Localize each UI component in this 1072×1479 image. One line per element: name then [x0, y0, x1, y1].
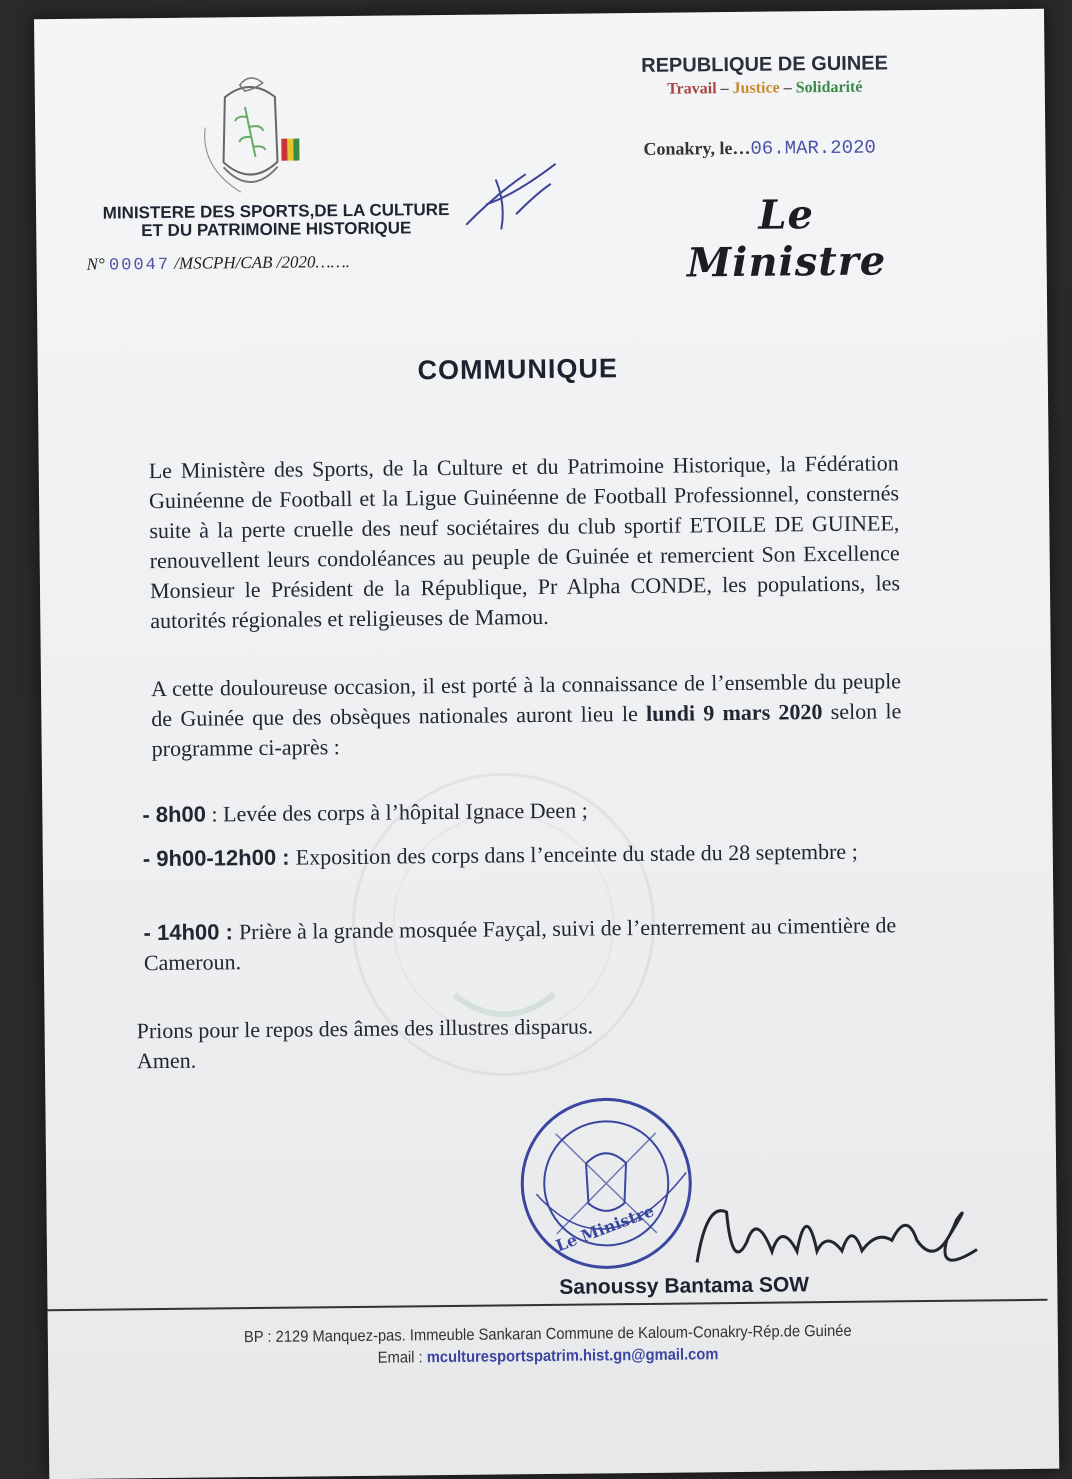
announcement-text-after: selon le programme ci-après : — [151, 698, 902, 762]
coat-of-arms-icon — [185, 66, 316, 207]
program-time: - 14h00 — [143, 919, 220, 946]
closing-text — [136, 1008, 897, 1076]
national-motto — [615, 78, 915, 99]
program-item — [142, 792, 912, 830]
footer-divider — [48, 1299, 1048, 1311]
program-item — [143, 910, 914, 978]
program-text: Exposition des corps dans l’enceinte du stade du 28 septembre ; — [295, 838, 858, 870]
footer-email-label: Email : — [377, 1349, 427, 1367]
announcement-text-before: A cette douloureuse occasion, il est porté à la connaissance de l’ensemble du peuple de Guinée que des obsèques nationales auront lieu le — [150, 668, 902, 732]
program-sep: : — [205, 801, 224, 827]
svg-text:Le Ministre: Le Ministre — [553, 1201, 657, 1256]
announcement-date: lundi 9 mars 2020 — [645, 699, 823, 726]
minister-title: Le Ministre — [686, 191, 887, 287]
program-text: Levée des corps à l’hôpital Ignace Deen ; — [222, 797, 588, 827]
page-title: COMMUNIQUE — [417, 353, 619, 386]
footer-email[interactable]: mculturesportspatrim.hist.gn@gmail.com — [426, 1346, 719, 1367]
program-time: - 8h00 — [142, 801, 207, 828]
footer — [143, 1320, 953, 1372]
closing-line-1: Prions pour le repos des âmes des illustres disparus. — [136, 1013, 594, 1044]
motto-separator: – — [779, 79, 796, 97]
handwritten-initials-icon — [455, 154, 566, 245]
ministry-line-2: ET DU PATRIMOINE HISTORIQUE — [141, 218, 412, 241]
paragraph-announcement — [151, 666, 902, 764]
ministry-line-1: MINISTERE DES SPORTS,DE LA CULTURE — [102, 199, 450, 223]
program-sep: : — [275, 844, 296, 870]
reference-number — [86, 252, 350, 276]
motto-justice: Justice — [732, 79, 780, 97]
document-date — [643, 136, 876, 160]
program-text: Prière à la grande mosquée Fayçal, suivi de l’enterrement au cimentière de Cameroun. — [143, 912, 897, 976]
document-page — [34, 9, 1059, 1479]
ref-number: 00047 — [108, 255, 171, 276]
date-prefix: Conakry, le… — [643, 137, 751, 159]
program-time: - 9h00-12h00 — [142, 844, 277, 872]
program-item — [143, 836, 913, 874]
motto-separator: – — [716, 79, 733, 98]
republic-name: REPUBLIQUE DE GUINEE — [641, 52, 888, 77]
signer-name: Sanoussy Bantama SOW — [559, 1273, 810, 1299]
date-value: 06.MAR.2020 — [750, 136, 876, 160]
motto-solidarite: Solidarité — [795, 78, 863, 97]
ministry-name — [86, 201, 466, 241]
program-sep: : — [219, 919, 240, 945]
closing-line-2: Amen. — [136, 1047, 197, 1074]
official-stamp-icon — [515, 1092, 697, 1274]
ref-suffix: /MSCPH/CAB /2020……. — [174, 251, 351, 273]
paragraph-intro: Le Ministère des Sports, de la Culture et du Patrimoine Historique, la Fédération Guinéenne de Football et la Ligue Guinéenne de Football Professionnel, consternés suite à la perte cruelle des neuf sociétaires du club sportif ETOILE DE GUINEE, renouvellent leurs condoléances au peuple de Guinée et remercient Son Excellence Monsieur le Président de la République, Pr Alpha CONDE, les populations, les autorités régionales et religieuses de Mamou. — [148, 450, 901, 634]
footer-address: BP : 2129 Manquez-pas. Immeuble Sankaran Commune de Kaloum-Conakry-Rép.de Guinée — [243, 1322, 852, 1347]
ref-prefix: N° — [86, 254, 105, 274]
motto-travail: Travail — [667, 80, 717, 98]
